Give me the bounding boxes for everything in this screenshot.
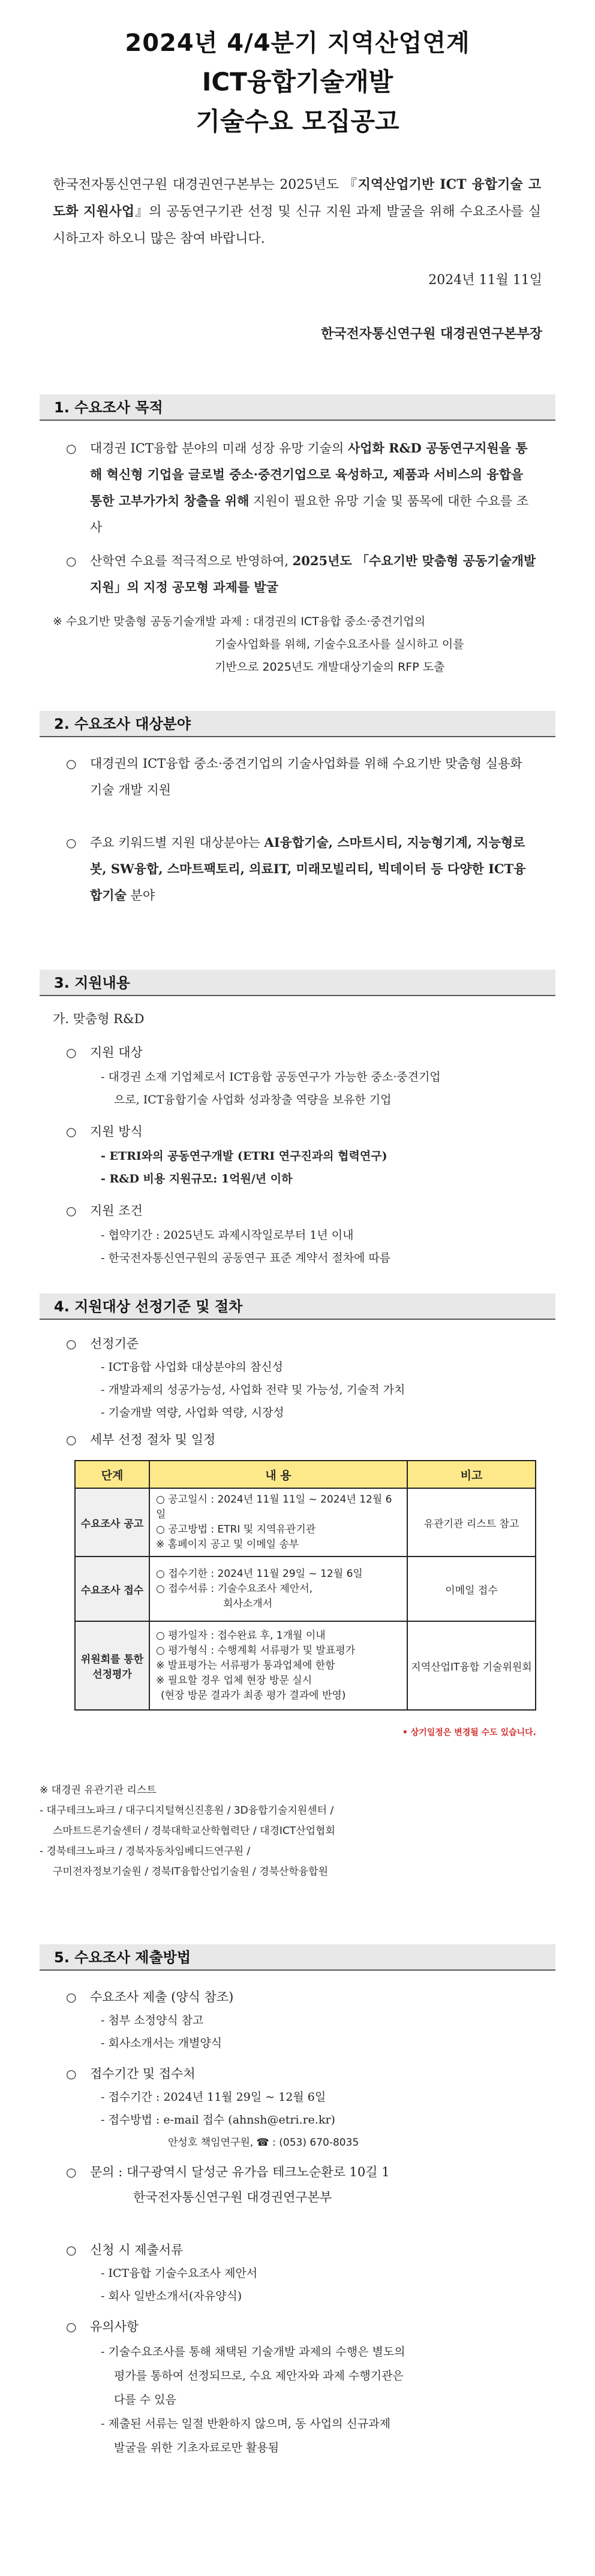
sec5-h5-d4: - 제출된 서류는 일절 반환하지 않으며, 동 사업의 신규과제 bbox=[101, 2417, 390, 2430]
stage-cell: 수요조사 접수 bbox=[75, 1557, 149, 1621]
sec3-h3-d1: - 협약기간 : 2025년도 과제시작일로부터 1년 이내 bbox=[101, 1229, 354, 1242]
sec5-h1: 수요조사 제출 (양식 참조) bbox=[90, 1990, 234, 2004]
sec5-h2: 접수기간 및 접수처 bbox=[90, 2067, 196, 2081]
sec5-h2-d3: 안성호 책임연구원, ☎ : (053) 670-8035 bbox=[168, 2137, 359, 2149]
section-2-header: 2. 수요조사 대상분야 bbox=[40, 711, 555, 737]
section-5-header: 5. 수요조사 제출방법 bbox=[40, 1944, 555, 1971]
sec5-h2-detail bbox=[101, 2086, 539, 2154]
sec1-bullet-1 bbox=[90, 435, 537, 541]
sec1-b2-text: 산학연 수요를 적극적으로 반영하여, bbox=[90, 554, 293, 568]
content-line: ○ 접수서류 : 기술수요조사 제안서, bbox=[156, 1582, 313, 1595]
sec4-h1: 선정기준 bbox=[90, 1337, 139, 1351]
bullet-circle-icon: ○ bbox=[66, 2243, 77, 2257]
bullet-circle-icon: ○ bbox=[66, 835, 77, 850]
sec5-h2-d2: - 접수방법 : e-mail 접수 (ahnsh@etri.re.kr) bbox=[101, 2113, 335, 2126]
sec1-note-line-3: 기반으로 2025년도 개발대상기술의 RFP 도출 bbox=[215, 660, 445, 674]
bullet-circle-icon: ○ bbox=[66, 441, 77, 456]
bullet-circle-icon: ○ bbox=[66, 1337, 77, 1351]
sec4-criteria bbox=[101, 1356, 539, 1424]
note-cell: 유관기관 리스트 참고 bbox=[407, 1488, 536, 1557]
agency-list-title: ※ 대경권 유관기관 리스트 bbox=[40, 1784, 157, 1796]
table-row bbox=[75, 1557, 536, 1621]
note-cell: 지역산업IT융합 기술위원회 bbox=[407, 1621, 536, 1710]
sec4-criteria-2: - 개발과제의 성공가능성, 사업화 전략 및 가능성, 기술적 가치 bbox=[101, 1383, 405, 1396]
agency-list bbox=[40, 1780, 555, 1882]
sec1-note-line-2: 기술사업화를 위해, 기술수요조사를 실시하고 이를 bbox=[215, 638, 464, 651]
table-row bbox=[75, 1621, 536, 1710]
sec5-h1-d1: - 첨부 소정양식 참고 bbox=[101, 2014, 204, 2027]
sec3-h1: 지원 대상 bbox=[90, 1045, 143, 1060]
sec5-h5-detail bbox=[101, 2340, 539, 2460]
sec5-h5-d2: 평가를 통하여 선정되므로, 수요 제안자와 과제 수행기관은 bbox=[114, 2369, 404, 2382]
sec5-h5-d1: - 기술수요조사를 통해 채택된 기술개발 과제의 수행은 별도의 bbox=[101, 2345, 405, 2358]
content-line: ※ 홈페이지 공고 및 이메일 송부 bbox=[156, 1539, 299, 1551]
sec5-h5-d5: 발굴을 위한 기초자료로만 활용됨 bbox=[114, 2441, 280, 2454]
intro-program-name: 지역산업기반 ICT 융합기술 고도화 지원사업 bbox=[53, 177, 541, 219]
bullet-circle-icon: ○ bbox=[66, 1203, 77, 1218]
sec1-note-line-1: ※ 수요기반 맞춤형 공동기술개발 과제 : 대경권의 ICT융합 중소·중견기업의 bbox=[53, 615, 426, 628]
notice-date: 2024년 11월 11일 bbox=[428, 273, 542, 288]
sec1-b1-bold: 사업화 R&D 공동연구지원을 통해 혁신형 기업을 글로벌 중소·중견기업으로 육성하고, 제품과 서비스의 융합을 통한 고부가가치 창출을 위해 bbox=[90, 441, 528, 508]
sec3-h3: 지원 조건 bbox=[90, 1203, 143, 1218]
section-4-header: 4. 지원대상 선정기준 및 절차 bbox=[40, 1293, 555, 1320]
schedule-footnote: • 상기일정은 변경될 수도 있습니다. bbox=[402, 1728, 536, 1738]
sec3-h1-detail bbox=[101, 1066, 539, 1111]
intro-text-1: 한국전자통신연구원 대경권연구본부는 2025년도 『 bbox=[53, 177, 358, 192]
sec1-bullet-2 bbox=[90, 548, 537, 601]
sec4-criteria-3: - 기술개발 역량, 사업화 역량, 시장성 bbox=[101, 1406, 284, 1419]
bullet-circle-icon: ○ bbox=[66, 2067, 77, 2081]
agency-line-3: - 경북테크노파크 / 경북자동차임베디드연구원 / bbox=[40, 1845, 251, 1857]
bullet-circle-icon: ○ bbox=[66, 1432, 77, 1447]
content-cell bbox=[149, 1488, 407, 1557]
sec1-b1-text: 대경권 ICT융합 분야의 미래 성장 유망 기술의 bbox=[90, 441, 348, 456]
stage-cell: 위원회를 통한 선정평가 bbox=[75, 1621, 149, 1710]
sec3-h1-d1: - 대경권 소재 기업체로서 ICT융합 공동연구가 가능한 중소·중견기업 bbox=[101, 1070, 441, 1084]
bullet-circle-icon: ○ bbox=[66, 2319, 77, 2334]
sec1-b1-text-end: 지원이 필요한 유망 기술 및 품목에 대한 수요를 조사 bbox=[90, 494, 529, 535]
content-line: ※ 필요할 경우 업체 현장 방문 실시 bbox=[156, 1674, 312, 1687]
sec4-criteria-1: - ICT융합 사업화 대상분야의 참신성 bbox=[101, 1361, 283, 1374]
selection-schedule-table bbox=[74, 1460, 536, 1711]
table-row bbox=[75, 1488, 536, 1557]
title-line-1: 2024년 4/4분기 지역산업연계 bbox=[125, 29, 470, 57]
sec3-subheading: 가. 맞춤형 R&D bbox=[53, 1012, 145, 1026]
sec4-h2: 세부 선정 절차 및 일정 bbox=[90, 1432, 216, 1447]
sec3-h2: 지원 방식 bbox=[90, 1124, 143, 1139]
sec1-note bbox=[53, 610, 539, 678]
col-note: 비고 bbox=[407, 1461, 536, 1488]
sec3-h2-d2: - R&D 비용 지원규모: 1억원/년 이하 bbox=[101, 1172, 293, 1186]
sec2-b2-text: 주요 키워드별 지원 대상분야는 bbox=[90, 835, 265, 850]
sec5-h4-d2: - 회사 일반소개서(자유양식) bbox=[101, 2290, 242, 2303]
sec2-b2-text-end: 분야 bbox=[126, 888, 155, 903]
col-stage: 단계 bbox=[75, 1461, 149, 1488]
sec5-h5: 유의사항 bbox=[90, 2319, 139, 2334]
content-line: ○ 접수기한 : 2024년 11월 29일 ~ 12월 6일 bbox=[156, 1567, 363, 1580]
content-line: ○ 공고방법 : ETRI 및 지역유관기관 bbox=[156, 1524, 316, 1536]
sec5-h1-d2: - 회사소개서는 개별양식 bbox=[101, 2037, 223, 2050]
bullet-circle-icon: ○ bbox=[66, 2165, 77, 2179]
table-header-row bbox=[75, 1461, 536, 1488]
sec3-h2-detail bbox=[101, 1145, 539, 1190]
stage-cell: 수요조사 공고 bbox=[75, 1488, 149, 1557]
intro-paragraph bbox=[53, 171, 541, 252]
sec3-h1-d2: 으로, ICT융합기술 사업화 성과창출 역량을 보유한 기업 bbox=[114, 1093, 392, 1106]
content-line: ○ 공고일시 : 2024년 11월 11일 ~ 2024년 12월 6일 bbox=[156, 1494, 392, 1521]
sec3-h2-d1: - ETRI와의 공동연구개발 (ETRI 연구진과의 협력연구) bbox=[101, 1150, 387, 1163]
bullet-circle-icon: ○ bbox=[66, 1990, 77, 2004]
bullet-circle-icon: ○ bbox=[66, 554, 77, 568]
sec5-h3: 문의 : 대구광역시 달성군 유가읍 테크노순환로 10길 1 bbox=[90, 2165, 390, 2179]
sec5-h4-detail bbox=[101, 2262, 539, 2307]
content-cell bbox=[149, 1557, 407, 1621]
sec5-h2-d1: - 접수기간 : 2024년 11월 29일 ~ 12월 6일 bbox=[101, 2091, 326, 2104]
sec3-h3-d2: - 한국전자통신연구원의 공동연구 표준 계약서 절차에 따름 bbox=[101, 1251, 391, 1265]
content-line: ○ 평가형식 : 수행계획 서류평가 및 발표평가 bbox=[156, 1644, 356, 1657]
content-line: (현장 방문 결과가 최종 평가 결과에 반영) bbox=[161, 1689, 346, 1702]
sec2-bullet-2 bbox=[90, 829, 537, 909]
content-line: 회사소개서 bbox=[223, 1597, 273, 1610]
content-line: ○ 평가일자 : 접수완료 후, 1개월 이내 bbox=[156, 1629, 326, 1642]
issuing-org: 한국전자통신연구원 대경권연구본부장 bbox=[321, 326, 542, 342]
sec2-b2-bold: AI융합기술, 스마트시티, 지능형기계, 지능형로봇, SW융합, 스마트팩토리, 의료IT, 미래모빌리티, 빅데이터 등 다양한 ICT융합기술 bbox=[90, 835, 526, 903]
title-line-3: 기술수요 모집공고 bbox=[196, 107, 399, 136]
sec3-h3-detail bbox=[101, 1224, 539, 1269]
sec5-h4: 신청 시 제출서류 bbox=[90, 2243, 184, 2257]
section-1-header: 1. 수요조사 목적 bbox=[40, 394, 555, 421]
intro-text-2: 』의 공동연구기관 선정 및 신규 지원 과제 발굴을 위해 수요조사를 실시하고자 하오니 많은 참여 바랍니다. bbox=[53, 204, 541, 246]
bullet-circle-icon: ○ bbox=[66, 1124, 77, 1139]
sec1-b2-bold: 2025년도 「수요기반 맞춤형 공동기술개발 지원」의 지정 공모형 과제를 발굴 bbox=[90, 553, 536, 595]
note-cell: 이메일 접수 bbox=[407, 1557, 536, 1621]
content-cell bbox=[149, 1621, 407, 1710]
col-content: 내 용 bbox=[149, 1461, 407, 1488]
sec5-h4-d1: - ICT융합 기술수요조사 제안서 bbox=[101, 2267, 258, 2280]
agency-line-1: - 대구테크노파크 / 대구디지털혁신진흥원 / 3D융합기술지원센터 / bbox=[40, 1805, 334, 1817]
sec5-h5-d3: 다를 수 있음 bbox=[114, 2393, 176, 2406]
title-line-2: ICT융합기술개발 bbox=[202, 67, 393, 96]
bullet-circle-icon: ○ bbox=[66, 756, 77, 771]
agency-line-4: 구미전자정보기술원 / 경북IT융합산업기술원 / 경북산학융합원 bbox=[53, 1866, 329, 1878]
sec5-h3-detail: 한국전자통신연구원 대경권연구본부 bbox=[133, 2190, 332, 2204]
sec5-h1-detail bbox=[101, 2009, 539, 2055]
sec2-bullet-1: 대경권의 ICT융합 중소·중견기업의 기술사업화를 위해 수요기반 맞춤형 실용화 기술 개발 지원 bbox=[90, 756, 522, 797]
section-3-header: 3. 지원내용 bbox=[40, 970, 555, 996]
agency-line-2: 스마트드론기술센터 / 경북대학교산학협력단 / 대경ICT산업협회 bbox=[53, 1825, 335, 1837]
bullet-circle-icon: ○ bbox=[66, 1045, 77, 1060]
content-line: ※ 발표평가는 서류평가 통과업체에 한함 bbox=[156, 1659, 335, 1672]
